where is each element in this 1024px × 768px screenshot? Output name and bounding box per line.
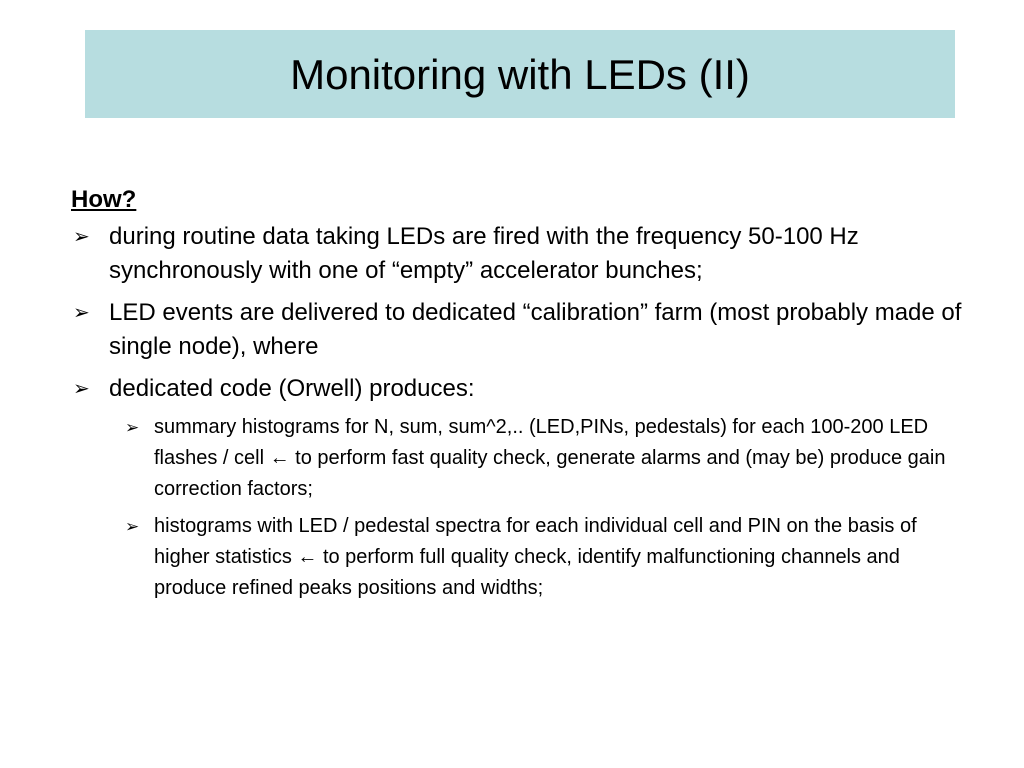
bullet-text: LED events are delivered to dedicated “calibration” farm (most probably made of single node), where [109,299,962,360]
sub-bullet-list [125,412,971,604]
section-heading: How? [71,186,137,213]
sub-bullet-text-end: to perform fast quality check, generate alarms and (may be) produce gain correction factors; [154,447,946,500]
arrow-bullet-icon: ➢ [125,517,140,536]
arrow-bullet-icon: ➢ [125,418,140,437]
sub-bullet-item [125,412,954,505]
sub-bullet-item [125,511,954,604]
bullet-text: during routine data taking LEDs are fired with the frequency 50-100 Hz synchronously with one of “empty” accelerator bunches; [109,223,859,284]
arrow-bullet-icon: ➢ [73,226,90,248]
arrow-bullet-icon: ➢ [73,378,90,400]
sub-bullet-text-end: to perform full quality check, identify malfunctioning channels and produce refined peaks positions and widths; [154,546,900,599]
bullet-item [71,372,971,406]
title-banner [85,30,955,118]
left-arrow-icon: ← [297,546,318,568]
bullet-item [71,296,971,364]
sub-bullet-text-start: summary histograms for N, sum, sum^2,.. (LED,PINs, pedestals) for each 100-200 LED flashes / cell [154,416,929,469]
slide-title: Monitoring with LEDs (II) [290,51,750,98]
arrow-bullet-icon: ➢ [73,302,90,324]
bullet-item [71,220,971,288]
sub-bullet-text-start: histograms with LED / pedestal spectra for each individual cell and PIN on the basis of higher statistics [154,515,917,568]
bullet-text: dedicated code (Orwell) produces: [109,375,475,402]
slide-body [71,184,971,610]
left-arrow-icon: ← [269,447,290,469]
